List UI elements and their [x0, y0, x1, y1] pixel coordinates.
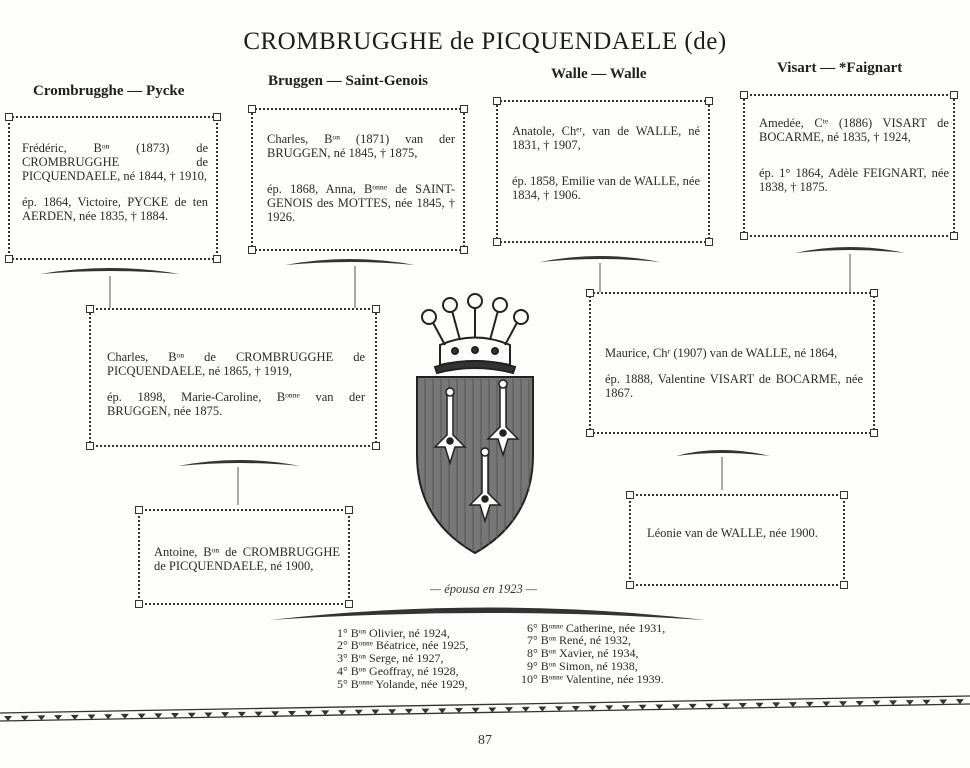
child-item: 6° Bᵒⁿⁿᵉ Catherine, née 1931, — [527, 621, 666, 635]
page-number: 87 — [478, 733, 492, 748]
bottom-ornament-border — [0, 690, 970, 730]
amedee-birth: Amedée, Cᵗᵉ (1886) VISART de BOCARME, né 1835, † 1924, — [759, 116, 949, 144]
charles-crombrugghe-marriage: ép. 1898, Marie-Caroline, Bᵒⁿⁿᵉ van der BRUGGEN, née 1875. — [107, 390, 365, 418]
box-frederic — [8, 116, 218, 260]
amedee-marriage: ép. 1° 1864, Adèle FEIGNART, née 1838, † 1875. — [759, 166, 949, 194]
child-item: 9° Bᵒⁿ Simon, né 1938, — [527, 659, 638, 673]
child-item: 8° Bᵒⁿ Xavier, né 1934, — [527, 646, 639, 660]
page-title: CROMBRUGGHE de PICQUENDAELE (de) — [243, 28, 727, 55]
box-antoine — [138, 509, 350, 605]
child-item: 5° Bᵒⁿⁿᵉ Yolande, née 1929, — [337, 677, 468, 691]
anatole-birth: Anatole, Chᵉʳ, van de WALLE, né 1831, † 1907, — [512, 124, 700, 152]
shield-icon — [417, 377, 533, 553]
box-charles-crombrugghe — [89, 308, 377, 447]
frederic-birth: Frédéric, Bᵒⁿ (1873) de CROMBRUGGHE de PICQUENDAELE, né 1844, † 1910, — [22, 141, 208, 183]
crown-icon — [422, 294, 528, 373]
frederic-marriage: ép. 1864, Victoire, PYCKE de ten AERDEN, née 1835, † 1884. — [22, 195, 208, 223]
couple-heading-bruggen-saint-genois: Bruggen — Saint-Genois — [268, 73, 429, 89]
child-item: 3° Bᵒⁿ Serge, né 1927, — [337, 651, 444, 665]
box-charles-bruggen — [251, 108, 465, 251]
couple-heading-visart-faignart: Visart — *Faignart — [777, 60, 903, 76]
child-item: 4° Bᵒⁿ Geoffray, né 1928, — [337, 664, 459, 678]
child-item: 2° Bᵒⁿⁿᵉ Béatrice, née 1925, — [337, 638, 469, 652]
child-item: 10° Bᵒⁿⁿᵉ Valentine, née 1939. — [521, 672, 664, 686]
box-maurice — [589, 292, 875, 434]
box-leonie — [629, 494, 845, 586]
charles-bruggen-marriage: ép. 1868, Anna, Bᵒⁿⁿᵉ de SAINT-GENOIS des MOTTES, née 1845, † 1926. — [267, 182, 455, 224]
leonie-birth: Léonie van de WALLE, née 1900. — [647, 526, 818, 540]
maurice-marriage: ép. 1888, Valentine VISART de BOCARME, née 1867. — [605, 372, 863, 400]
charles-bruggen-birth: Charles, Bᵒⁿ (1871) van der BRUGGEN, né 1845, † 1875, — [267, 132, 455, 160]
marriage-note: — épousa en 1923 — — [430, 582, 537, 596]
maurice-birth: Maurice, Chʳ (1907) van de WALLE, né 1864, — [605, 346, 838, 360]
couple-heading-walle-walle: Walle — Walle — [551, 66, 647, 82]
coat-of-arms-emblem — [405, 295, 545, 555]
charles-crombrugghe-birth: Charles, Bᵒⁿ de CROMBRUGGHE de PICQUENDAELE, né 1865, † 1919, — [107, 350, 365, 378]
antoine-birth: Antoine, Bᵒⁿ de CROMBRUGGHE de PICQUENDAELE, né 1900, — [154, 545, 340, 573]
box-anatole — [496, 100, 710, 243]
box-amedee — [743, 94, 955, 237]
couple-heading-crombrugghe-pycke: Crombrugghe — Pycke — [33, 83, 185, 99]
child-item: 1° Bᵒⁿ Olivier, né 1924, — [337, 626, 450, 640]
anatole-marriage: ép. 1858, Emilie van de WALLE, née 1834, † 1906. — [512, 174, 700, 202]
child-item: 7° Bᵒⁿ René, né 1932, — [527, 633, 632, 647]
